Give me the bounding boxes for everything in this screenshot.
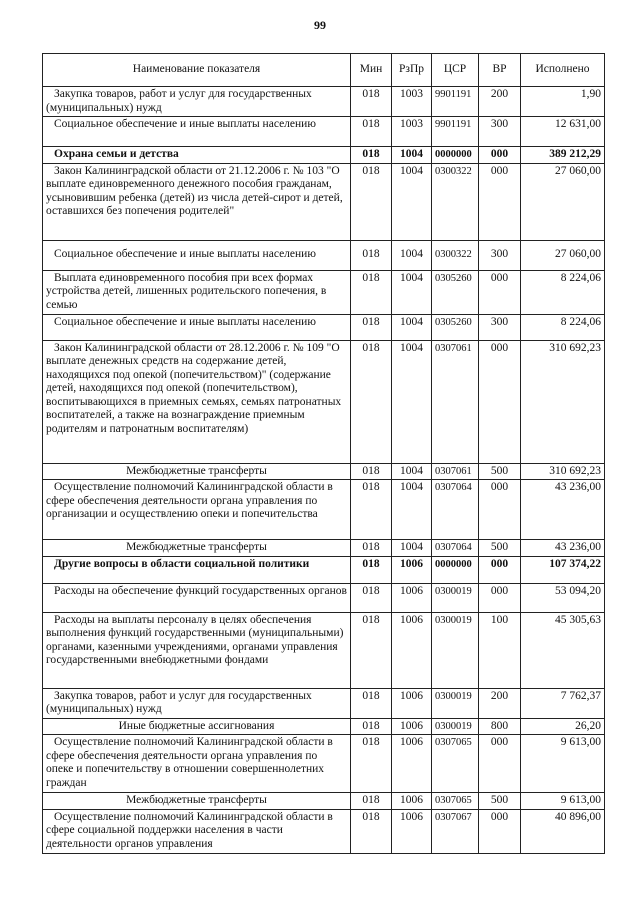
table-row	[43, 809, 605, 853]
row-vr: 300	[479, 117, 521, 147]
row-rzpr: 1004	[392, 340, 432, 463]
row-csr: 0000000	[432, 556, 479, 583]
row-vr: 100	[479, 612, 521, 688]
row-rzpr: 1003	[392, 117, 432, 147]
row-min: 018	[351, 540, 392, 557]
row-name: Межбюджетные трансферты	[43, 463, 351, 480]
row-rzpr: 1006	[392, 688, 432, 718]
row-name: Расходы на обеспечение функций государственных органов	[43, 583, 351, 612]
row-min: 018	[351, 314, 392, 340]
row-csr: 0305260	[432, 270, 479, 314]
header-min: Мин	[351, 54, 392, 87]
row-vr: 500	[479, 540, 521, 557]
row-name: Закон Калининградской области от 21.12.2006 г. № 103 "О выплате единовременного денежного пособия гражданам, усыновившим ребенка (детей) из числа детей-сирот и детей, оставшихся без попечения родителей"	[43, 163, 351, 240]
row-name: Другие вопросы в области социальной политики	[43, 556, 351, 583]
row-name: Закупка товаров, работ и услуг для государственных (муниципальных) нужд	[43, 688, 351, 718]
row-amount: 9 613,00	[521, 735, 605, 793]
row-min: 018	[351, 612, 392, 688]
table-row	[43, 87, 605, 117]
table-header-row	[43, 54, 605, 87]
row-min: 018	[351, 147, 392, 164]
row-amount: 389 212,29	[521, 147, 605, 164]
row-min: 018	[351, 718, 392, 735]
table-row	[43, 540, 605, 557]
row-amount: 107 374,22	[521, 556, 605, 583]
row-csr: 9901191	[432, 117, 479, 147]
header-name: Наименование показателя	[43, 54, 351, 87]
table-row	[43, 718, 605, 735]
row-vr: 300	[479, 314, 521, 340]
row-name: Осуществление полномочий Калининградской области в сфере обеспечения деятельности органа управления по организации и осуществлению опеки и попечительства	[43, 480, 351, 540]
row-vr: 300	[479, 240, 521, 270]
row-min: 018	[351, 688, 392, 718]
row-csr: 0307065	[432, 793, 479, 810]
row-rzpr: 1006	[392, 583, 432, 612]
row-rzpr: 1006	[392, 809, 432, 853]
row-amount: 9 613,00	[521, 793, 605, 810]
table-row	[43, 463, 605, 480]
row-min: 018	[351, 87, 392, 117]
table-row	[43, 314, 605, 340]
row-amount: 26,20	[521, 718, 605, 735]
row-rzpr: 1003	[392, 87, 432, 117]
row-rzpr: 1006	[392, 735, 432, 793]
row-vr: 200	[479, 87, 521, 117]
row-name: Осуществление полномочий Калининградской области в сфере обеспечения деятельности органа управления по опеке и попечительству в отношении совершеннолетних граждан	[43, 735, 351, 793]
row-amount: 43 236,00	[521, 480, 605, 540]
row-csr: 9901191	[432, 87, 479, 117]
row-amount: 43 236,00	[521, 540, 605, 557]
row-min: 018	[351, 480, 392, 540]
row-name: Закон Калининградской области от 28.12.2006 г. № 109 "О выплате денежных средств на содержание детей, находящихся под опекой (попечительством)" (содержание детей, находящихся под опекой (попечительством), воспитывающихся в приемных семьях, семьях патронатных воспитателей, а также на вознаграждение приемным родителям и патронатным воспитателям)	[43, 340, 351, 463]
row-name: Межбюджетные трансферты	[43, 793, 351, 810]
table-row	[43, 163, 605, 240]
row-csr: 0300019	[432, 688, 479, 718]
row-rzpr: 1004	[392, 314, 432, 340]
row-name: Социальное обеспечение и иные выплаты населению	[43, 117, 351, 147]
row-name: Расходы на выплаты персоналу в целях обеспечения выполнения функций государственными (муниципальными) органами, казенными учреждениями, органами управления государственными внебюджетными фондами	[43, 612, 351, 688]
row-csr: 0307061	[432, 463, 479, 480]
row-csr: 0300019	[432, 718, 479, 735]
row-rzpr: 1006	[392, 718, 432, 735]
row-amount: 310 692,23	[521, 340, 605, 463]
table-row	[43, 340, 605, 463]
row-vr: 000	[479, 583, 521, 612]
row-amount: 40 896,00	[521, 809, 605, 853]
row-name: Иные бюджетные ассигнования	[43, 718, 351, 735]
row-amount: 53 094,20	[521, 583, 605, 612]
row-vr: 800	[479, 718, 521, 735]
row-csr: 0000000	[432, 147, 479, 164]
row-min: 018	[351, 463, 392, 480]
row-amount: 7 762,37	[521, 688, 605, 718]
table-row	[43, 240, 605, 270]
row-vr: 000	[479, 270, 521, 314]
row-vr: 000	[479, 147, 521, 164]
row-vr: 000	[479, 556, 521, 583]
row-min: 018	[351, 735, 392, 793]
row-rzpr: 1004	[392, 270, 432, 314]
row-vr: 500	[479, 463, 521, 480]
row-csr: 0307065	[432, 735, 479, 793]
row-csr: 0307064	[432, 480, 479, 540]
row-amount: 12 631,00	[521, 117, 605, 147]
table-row	[43, 480, 605, 540]
table-row	[43, 556, 605, 583]
row-csr: 0307064	[432, 540, 479, 557]
row-min: 018	[351, 163, 392, 240]
row-csr: 0305260	[432, 314, 479, 340]
row-csr: 0300019	[432, 612, 479, 688]
row-rzpr: 1004	[392, 163, 432, 240]
row-amount: 27 060,00	[521, 163, 605, 240]
row-min: 018	[351, 270, 392, 314]
page-number: 99	[314, 18, 326, 32]
row-csr: 0300019	[432, 583, 479, 612]
row-vr: 200	[479, 688, 521, 718]
row-csr: 0307067	[432, 809, 479, 853]
row-name: Закупка товаров, работ и услуг для государственных (муниципальных) нужд	[43, 87, 351, 117]
row-vr: 500	[479, 793, 521, 810]
row-vr: 000	[479, 735, 521, 793]
row-rzpr: 1004	[392, 480, 432, 540]
row-min: 018	[351, 809, 392, 853]
header-csr: ЦСР	[432, 54, 479, 87]
header-vr: ВР	[479, 54, 521, 87]
row-min: 018	[351, 583, 392, 612]
row-min: 018	[351, 556, 392, 583]
row-vr: 000	[479, 163, 521, 240]
row-name: Социальное обеспечение и иные выплаты населению	[43, 240, 351, 270]
row-rzpr: 1006	[392, 793, 432, 810]
row-amount: 1,90	[521, 87, 605, 117]
row-min: 018	[351, 340, 392, 463]
table-row	[43, 688, 605, 718]
table-row	[43, 612, 605, 688]
row-rzpr: 1006	[392, 556, 432, 583]
row-name: Социальное обеспечение и иные выплаты населению	[43, 314, 351, 340]
budget-table	[42, 53, 605, 854]
row-rzpr: 1004	[392, 147, 432, 164]
row-name: Осуществление полномочий Калининградской области в сфере социальной поддержки населения в части деятельности органов управления	[43, 809, 351, 853]
row-min: 018	[351, 117, 392, 147]
table-row	[43, 735, 605, 793]
row-amount: 27 060,00	[521, 240, 605, 270]
header-amount: Исполнено	[521, 54, 605, 87]
row-name: Охрана семьи и детства	[43, 147, 351, 164]
row-rzpr: 1004	[392, 540, 432, 557]
table-row	[43, 793, 605, 810]
row-rzpr: 1006	[392, 612, 432, 688]
row-vr: 000	[479, 809, 521, 853]
header-rzpr: РзПр	[392, 54, 432, 87]
row-rzpr: 1004	[392, 240, 432, 270]
row-rzpr: 1004	[392, 463, 432, 480]
row-csr: 0300322	[432, 240, 479, 270]
table-row	[43, 117, 605, 147]
row-vr: 000	[479, 340, 521, 463]
row-amount: 8 224,06	[521, 270, 605, 314]
row-amount: 8 224,06	[521, 314, 605, 340]
row-amount: 45 305,63	[521, 612, 605, 688]
row-amount: 310 692,23	[521, 463, 605, 480]
row-min: 018	[351, 793, 392, 810]
row-csr: 0300322	[432, 163, 479, 240]
row-name: Межбюджетные трансферты	[43, 540, 351, 557]
table-row	[43, 147, 605, 164]
row-vr: 000	[479, 480, 521, 540]
table-row	[43, 583, 605, 612]
row-csr: 0307061	[432, 340, 479, 463]
row-name: Выплата единовременного пособия при всех формах устройства детей, лишенных родительского попечения, в семью	[43, 270, 351, 314]
table-row	[43, 270, 605, 314]
row-min: 018	[351, 240, 392, 270]
